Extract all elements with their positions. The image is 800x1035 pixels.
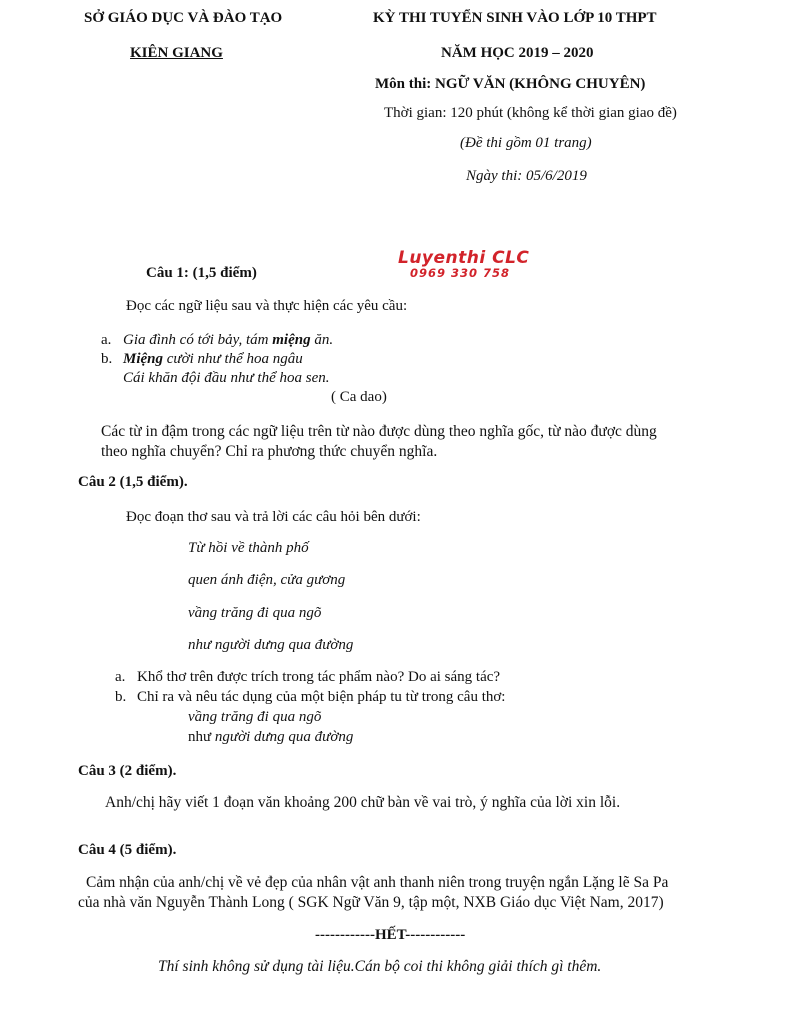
q1-question-line1: Các từ in đậm trong các ngữ liệu trên từ nào được dùng theo nghĩa gốc, từ nào được dùng [101, 423, 657, 440]
q2-a-marker: a. [115, 669, 126, 685]
q1-a-text [123, 332, 333, 349]
province-name: KIÊN GIANG [130, 45, 223, 61]
q2-quote-line2 [188, 729, 353, 746]
q1-a-bold-word: miệng [272, 332, 311, 348]
q4-title: Câu 4 (5 điểm). [78, 842, 177, 858]
school-year: NĂM HỌC 2019 – 2020 [441, 45, 594, 61]
q1-b-bold-word: Miệng [123, 351, 164, 367]
q1-title: Câu 1: (1,5 điểm) [146, 265, 257, 281]
q1-prompt: Đọc các ngữ liệu sau và thực hiện các yêu cầu: [126, 298, 408, 314]
q2-poem-line3: vầng trăng đi qua ngõ [188, 605, 322, 621]
q2-quote-plain: như [188, 729, 215, 745]
exam-duration: Thời gian: 120 phút (không kể thời gian giao đề) [384, 105, 677, 121]
department-name: SỞ GIÁO DỤC VÀ ĐÀO TẠO [84, 10, 283, 26]
q2-b-marker: b. [115, 689, 127, 705]
q2-quote-italic: người dưng qua đường [214, 729, 354, 745]
exam-title: KỲ THI TUYỂN SINH VÀO LỚP 10 THPT [373, 10, 657, 26]
q3-text: Anh/chị hãy viết 1 đoạn văn khoảng 200 chữ bàn về vai trò, ý nghĩa của lời xin lỗi. [105, 794, 621, 811]
pages-note: (Đề thi gồm 01 trang) [460, 135, 592, 151]
watermark-name: Luyenthi CLC [398, 248, 530, 268]
exam-date: Ngày thi: 05/6/2019 [466, 168, 587, 184]
watermark-phone: 0969 330 758 [410, 266, 511, 280]
footer-note: Thí sinh không sử dụng tài liệu.Cán bộ coi thi không giải thích gì thêm. [158, 958, 602, 975]
q2-poem-line1: Từ hồi về thành phố [188, 540, 309, 556]
q4-line1: Cảm nhận của anh/chị về vẻ đẹp của nhân vật anh thanh niên trong truyện ngắn Lặng lẽ Sa Pa [86, 874, 669, 891]
q1-b-post: cười như thể hoa ngâu [163, 351, 303, 367]
q3-title: Câu 3 (2 điểm). [78, 763, 177, 779]
q1-a-pre: Gia đình có tới bảy, tám [123, 332, 273, 348]
q2-poem-line4: như người dưng qua đường [188, 637, 354, 653]
q1-a-marker: a. [101, 332, 112, 348]
q1-source: ( Ca dao) [331, 389, 387, 405]
q2-b-text: Chỉ ra và nêu tác dụng của một biện pháp tu từ trong câu thơ: [137, 689, 506, 705]
q2-a-text: Khổ thơ trên được trích trong tác phẩm nào? Do ai sáng tác? [137, 669, 501, 685]
q1-b-line2: Cái khăn đội đầu như thể hoa sen. [123, 370, 330, 386]
q2-poem-line2: quen ánh điện, cửa gương [188, 572, 346, 588]
end-mark: ------------HẾT------------ [315, 927, 466, 943]
q2-title: Câu 2 (1,5 điểm). [78, 474, 188, 490]
q2-prompt: Đọc đoạn thơ sau và trả lời các câu hỏi bên dưới: [126, 509, 421, 525]
q4-line2: của nhà văn Nguyễn Thành Long ( SGK Ngữ Văn 9, tập một, NXB Giáo dục Việt Nam, 2017) [78, 894, 664, 911]
q1-b-marker: b. [101, 351, 113, 367]
exam-subject: Môn thi: NGỮ VĂN (KHÔNG CHUYÊN) [375, 76, 646, 92]
q1-question-line2: theo nghĩa chuyển? Chỉ ra phương thức chuyển nghĩa. [101, 443, 438, 460]
q1-a-post: ăn. [310, 332, 334, 348]
q2-quote-line1: vầng trăng đi qua ngõ [188, 709, 322, 725]
q1-b-line1 [123, 351, 303, 368]
